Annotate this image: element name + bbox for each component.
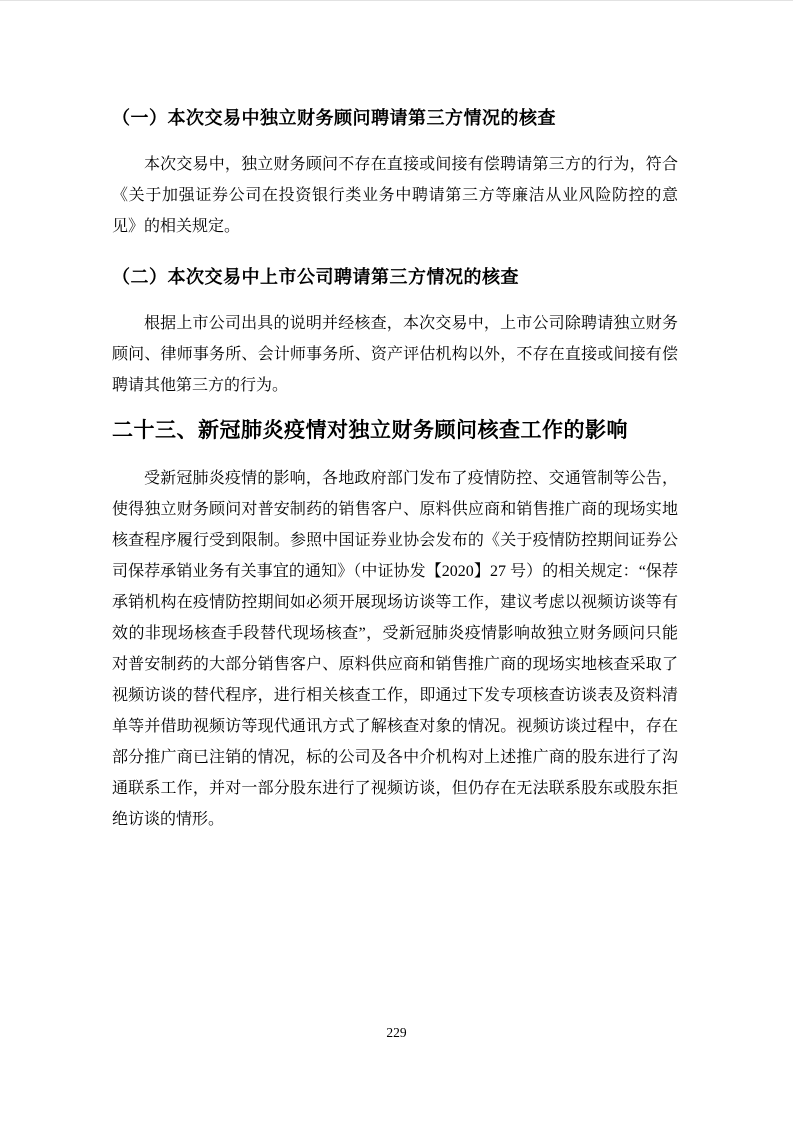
paragraph: 根据上市公司出具的说明并经核查，本次交易中，上市公司除聘请独立财务顾问、律师事务所、会计师事务所、资产评估机构以外，不存在直接或间接有偿聘请其他第三方的行为。 xyxy=(112,315,678,394)
document-content xyxy=(112,105,678,835)
section-advisor-third-party-check xyxy=(112,105,678,242)
paragraph: 本次交易中，独立财务顾问不存在直接或间接有偿聘请第三方的行为，符合《关于加强证券公司在投资银行类业务中聘请第三方等廉洁从业风险防控的意见》的相关规定。 xyxy=(112,156,678,235)
section-covid-impact xyxy=(112,416,678,835)
section-heading: （二）本次交易中上市公司聘请第三方情况的核查 xyxy=(112,267,519,287)
section-listco-third-party-check xyxy=(112,264,678,401)
page-number: 229 xyxy=(386,1025,407,1040)
chapter-heading: 二十三、新冠肺炎疫情对独立财务顾问核查工作的影响 xyxy=(112,419,628,442)
paragraph: 受新冠肺炎疫情的影响，各地政府部门发布了疫情防控、交通管制等公告，使得独立财务顾问对普安制药的销售客户、原料供应商和销售推广商的现场实地核查程序履行受到限制。参照中国证券业协会发布的《关于疫情防控期间证券公司保荐承销业务有关事宜的通知》（中证协发【2020】27 号）的相关规定：“保荐承销机构在疫情防控期间如必须开展现场访谈等工作，建议考虑以视频访谈等有效的非现场核查手段替代现场核查”，受新冠肺炎疫情影响故独立财务顾问只能对普安制药的大部分销售客户、原料供应商和销售推广商的现场实地核查采取了视频访谈的替代程序，进行相关核查工作，即通过下发专项核查访谈表及资料清单等并借助视频访等现代通讯方式了解核查对象的情况。视频访谈过程中，存在部分推广商已注销的情况，标的公司及各中介机构对上述推广商的股东进行了沟通联系工作，并对一部分股东进行了视频访谈，但仍存在无法联系股东或股东拒绝访谈的情形。 xyxy=(112,470,678,828)
section-heading: （一）本次交易中独立财务顾问聘请第三方情况的核查 xyxy=(112,108,556,128)
